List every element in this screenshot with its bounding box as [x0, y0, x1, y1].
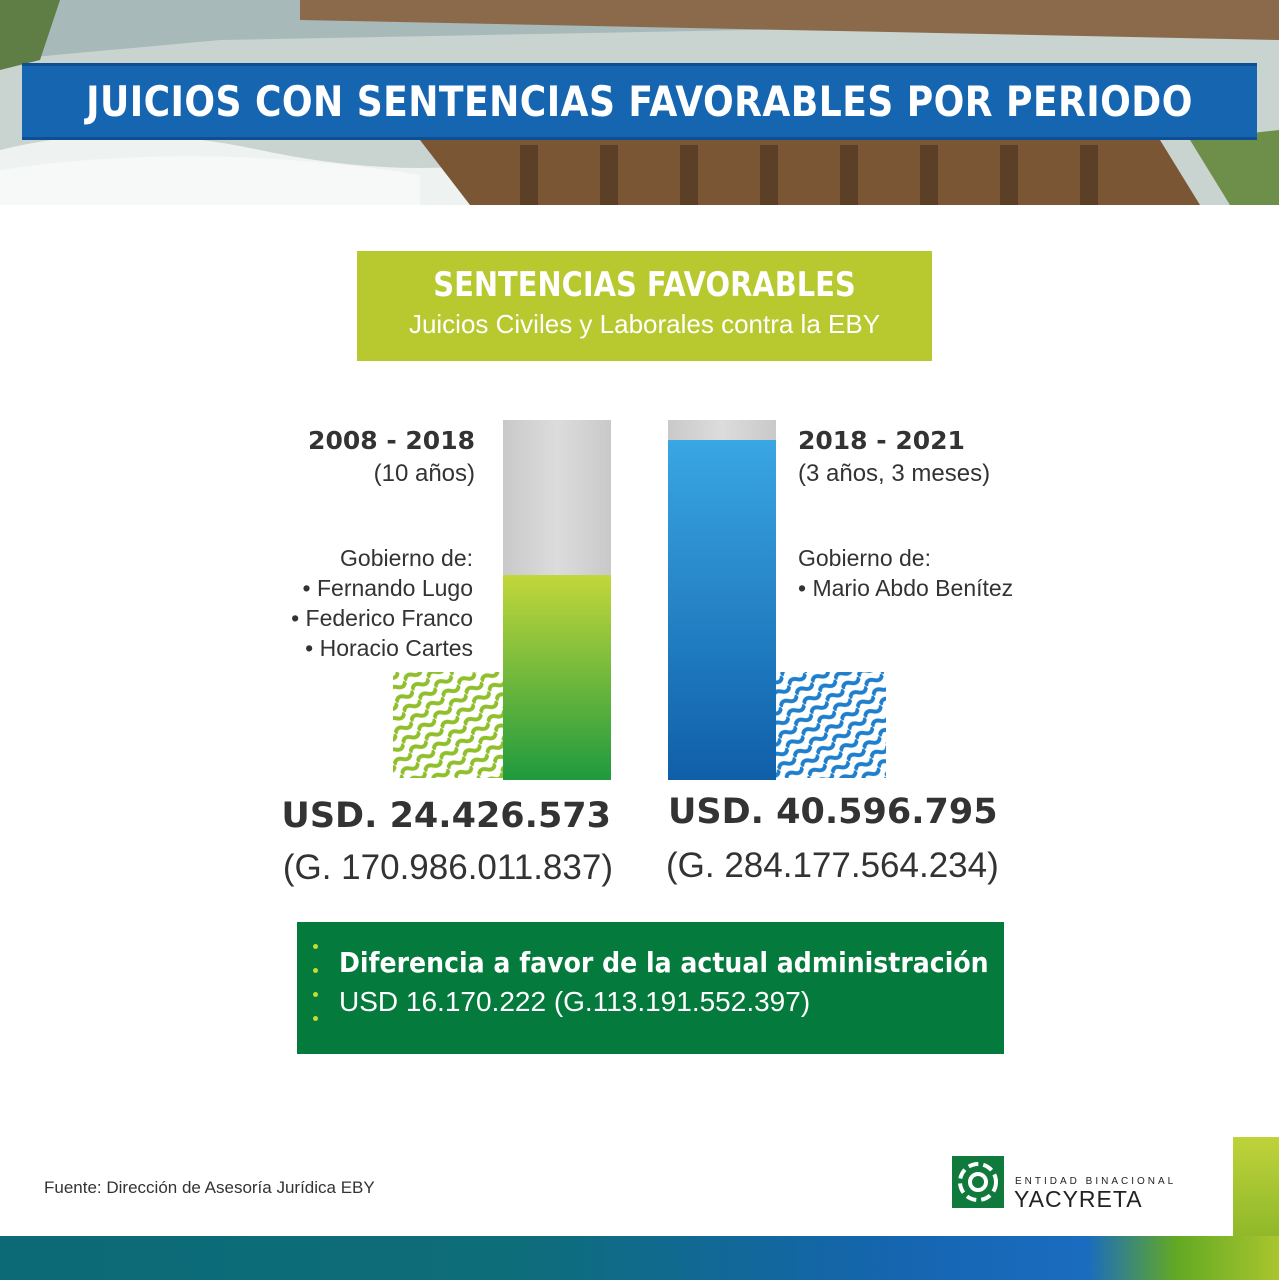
yacyreta-emblem-icon — [950, 1154, 1006, 1210]
bar-2018-2021 — [668, 440, 776, 780]
period-2-gov-heading: Gobierno de: — [798, 545, 931, 571]
period-1-gs-label: (G. 170.986.011.837) — [282, 848, 613, 887]
logo-big-text: YACYRETA — [1014, 1186, 1143, 1212]
source-note: Fuente: Dirección de Asesoría Jurídica EBY — [44, 1178, 375, 1197]
logo-small-text: ENTIDAD BINACIONAL — [1015, 1176, 1177, 1187]
difference-heading: Diferencia a favor de la actual administración — [339, 946, 989, 979]
chart-subtitle: Juicios Civiles y Laborales contra la EBY — [408, 309, 881, 339]
bar-2008-2018-wave-pattern — [393, 672, 503, 778]
period-1-gov-item: • Federico Franco — [291, 605, 473, 631]
footer-band — [0, 1236, 1279, 1280]
period-1-gov-item: • Fernando Lugo — [302, 575, 473, 601]
bar-2018-2021-wave-pattern — [776, 672, 886, 778]
period-2-gov-item: • Mario Abdo Benítez — [798, 575, 1014, 601]
period-1-label: 2008 - 2018 — [308, 426, 475, 455]
period-2-gs-label: (G. 284.177.564.234) — [666, 846, 999, 885]
period-2-duration: (3 años, 3 meses) — [798, 460, 991, 487]
corner-accent — [1233, 1137, 1279, 1237]
yacyreta-logo — [950, 1152, 1210, 1212]
bar-2008-2018 — [503, 575, 611, 780]
period-2-label: 2018 - 2021 — [798, 426, 965, 455]
bullet-dots — [313, 944, 319, 1034]
period-2-usd-label: USD. 40.596.795 — [668, 792, 998, 832]
chart-title: SENTENCIAS FAVORABLES — [433, 265, 856, 305]
period-1-gov-item: • Horacio Cartes — [305, 635, 473, 661]
period-1-gov-heading: Gobierno de: — [340, 545, 473, 571]
period-1-usd-label: USD. 24.426.573 — [281, 796, 611, 836]
difference-box — [297, 922, 1004, 1054]
page-title: JUICIOS CON SENTENCIAS FAVORABLES POR PERIODO — [86, 77, 1193, 126]
period-1-duration: (10 años) — [373, 460, 475, 487]
difference-amount: USD 16.170.222 (G.113.191.552.397) — [339, 986, 811, 1017]
